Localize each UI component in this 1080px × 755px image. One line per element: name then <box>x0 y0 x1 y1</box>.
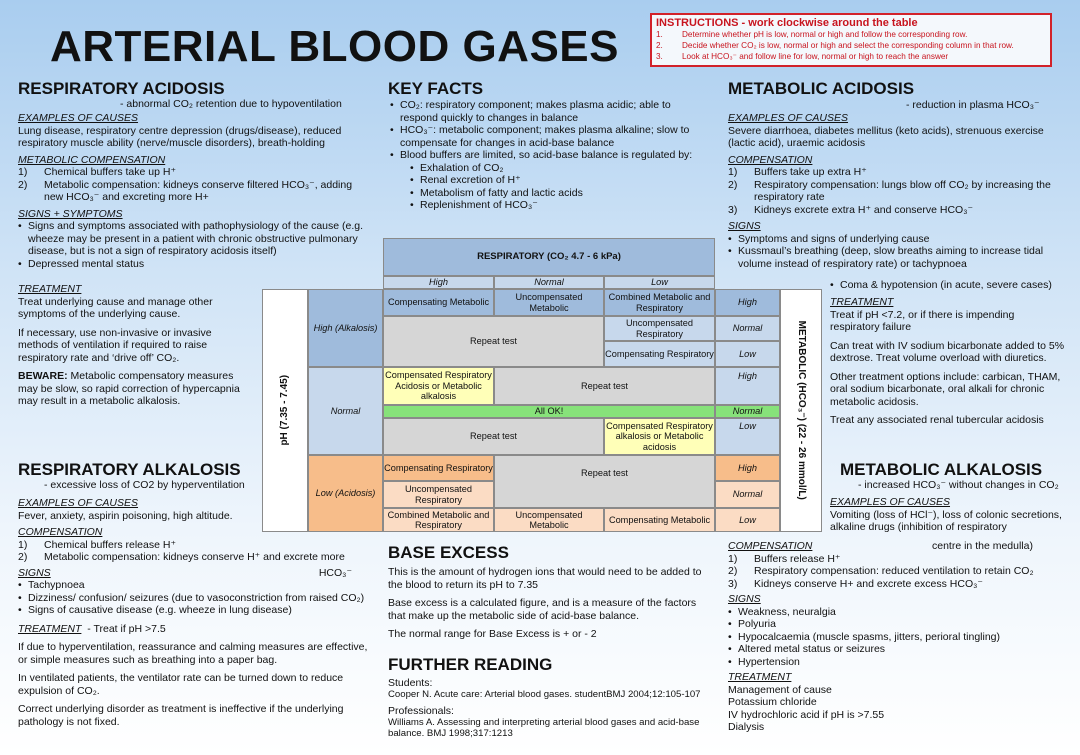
respiratory-header: RESPIRATORY (CO₂ 4.7 - 6 kPa) <box>383 238 715 276</box>
further-reading-body: Students: Cooper N. Acute care: Arterial blood gases. studentBMJ 2004;12:105-107 Professionals: Williams A. Assessing and interpreting arterial blood gases and acid-base balance. BMJ 1998;317:1213 <box>388 677 701 739</box>
metabolic-label: METABOLIC (HCO₃⁻) (22 - 26 mmol/L) <box>796 320 808 501</box>
met-acidosis-body <box>728 112 1060 270</box>
list-item: 2) Metabolic compensation: kidneys conserve H⁺ and excrete more <box>18 551 345 563</box>
met-normal-label: Normal <box>715 405 780 418</box>
list-item: 3) Kidneys excrete extra H⁺ and conserve HCO₃⁻ <box>728 203 974 216</box>
instruction-step: 3. Look at HCO₃⁻ and follow line for low, normal or high to reach the answer <box>656 52 949 61</box>
treat-label: TREATMENT <box>728 671 792 683</box>
table-cell: Combined Metabolic and Respiratory <box>604 289 715 316</box>
met-acidosis-extra-sign: • Coma & hypotension (in acute, severe cases) <box>830 279 1052 291</box>
list-item: • Dizziness/ confusion/ seizures (due to vasoconstriction from raised CO₂) <box>18 591 365 604</box>
instructions-box <box>650 13 1052 67</box>
table-cell: Uncompensated Respiratory <box>383 481 494 508</box>
table-cell: Compensating Metabolic <box>383 289 494 316</box>
met-alkalosis-body: COMPENSATION 1) Buffers release H⁺ 2) Respiratory compensation: reduced ventilation to retain CO₂ 3) Kidneys conserve H+ and excrete excess HCO₃⁻ SIGNS • Weakness, neuralgia • Polyuria • Hypocalcaemia (muscle spasms, jitters, perioral tingling) • Altered metal status or seizures • Hypertension TREATMENT Management of cause Potassium chloride IV hydrochloric acid if pH is >7.55 Dialysis <box>728 540 1064 734</box>
table-cell: Repeat test <box>383 316 604 367</box>
list-item: • Metabolism of fatty and lactic acids <box>410 186 583 199</box>
list-item: • Blood buffers are limited, so acid-base balance is regulated by: <box>390 149 693 161</box>
met-alkalosis-causes-end: centre in the medulla) <box>932 540 1033 552</box>
met-low-label: Low <box>715 418 780 455</box>
col-header-normal: Normal <box>494 276 604 289</box>
list-item: • Polyuria <box>728 618 776 630</box>
table-cell: Uncompensated Respiratory <box>604 316 715 341</box>
table-cell: Compensating Respiratory <box>604 341 715 367</box>
list-item: 2) Metabolic compensation: kidneys conserve filtered HCO₃⁻, adding new HCO₃⁻ and excreting more H+ <box>18 178 353 203</box>
page-title: ARTERIAL BLOOD GASES <box>50 22 620 71</box>
metabolic-axis <box>780 289 822 532</box>
resp-acidosis-treatment: TREATMENT Treat underlying cause and manage other symptoms of the underlying cause. If necessary, use non-invasive or invasive methods of ventilation if required to raise respiratory rate and ‘drive off’ CO₂. BEWARE: Metabolic compensatory measures may be slow, so rapid correction of hypercapnia may result in a metabolic alkalosis. <box>18 283 254 414</box>
list-item: • Signs and symptoms associated with pathophysiology of the cause (e.g. wheeze may be present in a patient with chronic obstructive pulmonary disease, but is not a sign of respiratory acidosis itself) <box>18 220 364 257</box>
list-item: • Kussmaul’s breathing (deep, slow breaths aiming to increase tidal volume instead of respiratory rate) or tachypnoea <box>728 245 1044 270</box>
list-item: • Weakness, neuralgia <box>728 605 836 618</box>
col-header-low: Low <box>604 276 715 289</box>
table-cell: Repeat test <box>494 367 715 405</box>
resp-alkalosis-subtitle: - excessive loss of CO2 by hyperventilation <box>44 479 245 491</box>
ph-axis <box>262 289 308 532</box>
met-high-label: High <box>715 289 780 316</box>
resp-acidosis-body <box>18 112 374 270</box>
comp-label: METABOLIC COMPENSATION <box>18 153 166 166</box>
signs-label: SIGNS + SYMPTOMS <box>18 207 123 220</box>
met-high-label: High <box>715 367 780 405</box>
col-header-high: High <box>383 276 494 289</box>
causes-text: Severe diarrhoea, diabetes mellitus (keto acids), strenuous exercise (lactic acid), uraemic acidosis <box>728 124 1044 149</box>
instruction-step: 1. Determine whether pH is low, normal or high and follow the corresponding row. <box>656 30 968 39</box>
list-item: • Hypocalcaemia (muscle spasms, jitters, perioral tingling) <box>728 630 1001 643</box>
resp-acidosis-subtitle: - abnormal CO₂ retention due to hypoventilation <box>120 98 342 110</box>
list-item: 1) Chemical buffers take up H⁺ <box>18 166 176 178</box>
met-normal-label: Normal <box>715 481 780 508</box>
key-facts-body <box>390 99 708 212</box>
causes-label: EXAMPLES OF CAUSES <box>18 112 139 124</box>
comp-hco3: HCO₃⁻ <box>318 566 352 579</box>
list-item: • Renal excretion of H⁺ <box>410 174 521 186</box>
causes-text: Vomiting (loss of HCl⁻), loss of colonic secretions, alkaline drugs (inhibition of respiratory <box>830 508 1062 533</box>
beware-label: BEWARE: <box>18 370 68 382</box>
table-cell: Compensating Metabolic <box>604 508 715 532</box>
causes-label: EXAMPLES OF CAUSES <box>18 497 139 509</box>
list-item: • Exhalation of CO₂ <box>410 161 504 174</box>
causes-text: Lung disease, respiratory centre depression (drugs/disease), reduced respiratory muscle ability (nerve/muscle disorders), breath-holding <box>18 124 342 149</box>
met-normal-label: Normal <box>715 316 780 341</box>
list-item: 1) Buffers take up extra H⁺ <box>728 166 867 178</box>
met-alkalosis-heading: METABOLIC ALKALOSIS <box>840 460 1043 479</box>
causes-label: EXAMPLES OF CAUSES <box>830 496 951 508</box>
treat-label: TREATMENT <box>18 622 82 635</box>
ph-label: pH (7.35 - 7.45) <box>278 375 290 446</box>
list-item: 2) Respiratory compensation: reduced ventilation to retain CO₂ <box>728 565 1034 577</box>
row-label-low: Low (Acidosis) <box>308 455 383 532</box>
met-acidosis-subtitle: - reduction in plasma HCO₃⁻ <box>906 99 1040 111</box>
met-alkalosis-causes <box>830 496 1062 534</box>
treat-label: TREATMENT <box>18 283 82 295</box>
table-cell: Combined Metabolic and Respiratory <box>383 508 494 532</box>
key-facts-heading: KEY FACTS <box>388 79 484 98</box>
row-label-normal: Normal <box>308 367 383 455</box>
list-item: 2) Respiratory compensation: lungs blow off CO₂ by increasing the respiratory rate <box>728 178 1051 203</box>
list-item: • Altered metal status or seizures <box>728 643 886 655</box>
comp-label: COMPENSATION <box>728 153 813 166</box>
resp-alkalosis-heading: RESPIRATORY ALKALOSIS <box>18 460 241 479</box>
list-item: • Symptoms and signs of underlying cause <box>728 232 930 245</box>
further-reading-heading: FURTHER READING <box>388 655 553 674</box>
met-low-label: Low <box>715 341 780 367</box>
instructions-heading: INSTRUCTIONS - work clockwise around the table <box>656 17 918 29</box>
treat-label: TREATMENT <box>830 296 894 308</box>
signs-label: SIGNS <box>728 220 761 232</box>
signs-label: SIGNS <box>18 566 51 579</box>
base-excess-body: This is the amount of hydrogen ions that would need to be added to the blood to return its pH to 7.35 Base excess is a calculated figure, and is a measure of the factors that make up the metabolic side of acid-base balance. The normal range for Base Excess is + or - 2 <box>388 566 702 640</box>
list-item: • Tachypnoea <box>18 579 85 591</box>
table-cell: Uncompensated Metabolic <box>494 508 604 532</box>
list-item: 1) Buffers release H⁺ <box>728 552 841 565</box>
signs-label: SIGNS <box>728 593 761 605</box>
comp-label: COMPENSATION <box>728 540 813 552</box>
causes-text: Fever, anxiety, aspirin poisoning, high altitude. <box>18 509 233 522</box>
table-cell: Compensating Respiratory <box>383 455 494 481</box>
met-low-label: Low <box>715 508 780 532</box>
causes-label: EXAMPLES OF CAUSES <box>728 112 849 124</box>
table-cell: Compensated Respiratory Acidosis or Metabolic alkalosis <box>383 367 494 405</box>
met-acidosis-heading: METABOLIC ACIDOSIS <box>728 79 915 98</box>
list-item: • Replenishment of HCO₃⁻ <box>410 199 538 211</box>
list-item: 3) Kidneys conserve H+ and excrete excess HCO₃⁻ <box>728 577 983 590</box>
comp-label: COMPENSATION <box>18 526 103 538</box>
list-item: • Hypertension <box>728 655 800 668</box>
list-item: • CO₂: respiratory component; makes plasma acidic; able to respond quickly to changes in balance <box>390 99 671 124</box>
base-excess-heading: BASE EXCESS <box>388 543 509 562</box>
list-item: 1) Chemical buffers release H⁺ <box>18 538 176 551</box>
list-item: • HCO₃⁻: metabolic component; makes plasma alkaline; slow to compensate for changes in acid-base balance <box>390 124 690 149</box>
met-acidosis-treatment: TREATMENT Treat if pH <7.2, or if there is impending respiratory failure Can treat with IV sodium bicarbonate added to 5% dextrose. Treat volume overload with diuretics. Other treatment options include: carbican, THAM, oral sodium bicarbonate, oral alkali for chronic metabolic acidosis. Treat any associated renal tubercular acidosis <box>830 296 1065 426</box>
list-item: • Signs of causative disease (e.g. wheeze in lung disease) <box>18 604 292 616</box>
met-alkalosis-subtitle: - increased HCO₃⁻ without changes in CO₂ <box>858 479 1059 491</box>
table-cell: Compensated Respiratory alkalosis or Metabolic acidosis <box>604 418 715 455</box>
list-item: • Depressed mental status <box>18 257 145 270</box>
table-cell: Repeat test <box>383 418 604 455</box>
resp-alkalosis-body: EXAMPLES OF CAUSES Fever, anxiety, aspirin poisoning, high altitude. COMPENSATION 1) Chemical buffers release H⁺ 2) Metabolic compensation: kidneys conserve H⁺ and excrete more SIGNS HCO₃⁻ • Tachypnoea • Dizziness/ confusion/ seizures (due to vasoconstriction from raised CO₂) • Signs of causative disease (e.g. wheeze in lung disease) TREATMENT - Treat if pH >7.5 If due to hyperventilation, reassurance and calming measures are effective, or simple measures such as breathing into a paper bag. In ventilated patients, the ventilator rate can be turned down to reduce expulsion of CO₂. Correct underlying disorder as treatment is ineffective if the underlying pathology is not fixed. <box>18 497 374 728</box>
table-cell-all-ok: All OK! <box>383 405 715 418</box>
met-high-label: High <box>715 455 780 481</box>
table-cell: Uncompensated Metabolic <box>494 289 604 316</box>
instruction-step: 2. Decide whether CO₂ is low, normal or high and select the corresponding column in that row. <box>656 41 1014 50</box>
row-label-high: High (Alkalosis) <box>308 289 383 367</box>
table-cell: Repeat test <box>494 455 715 508</box>
resp-acidosis-heading: RESPIRATORY ACIDOSIS <box>18 79 225 98</box>
